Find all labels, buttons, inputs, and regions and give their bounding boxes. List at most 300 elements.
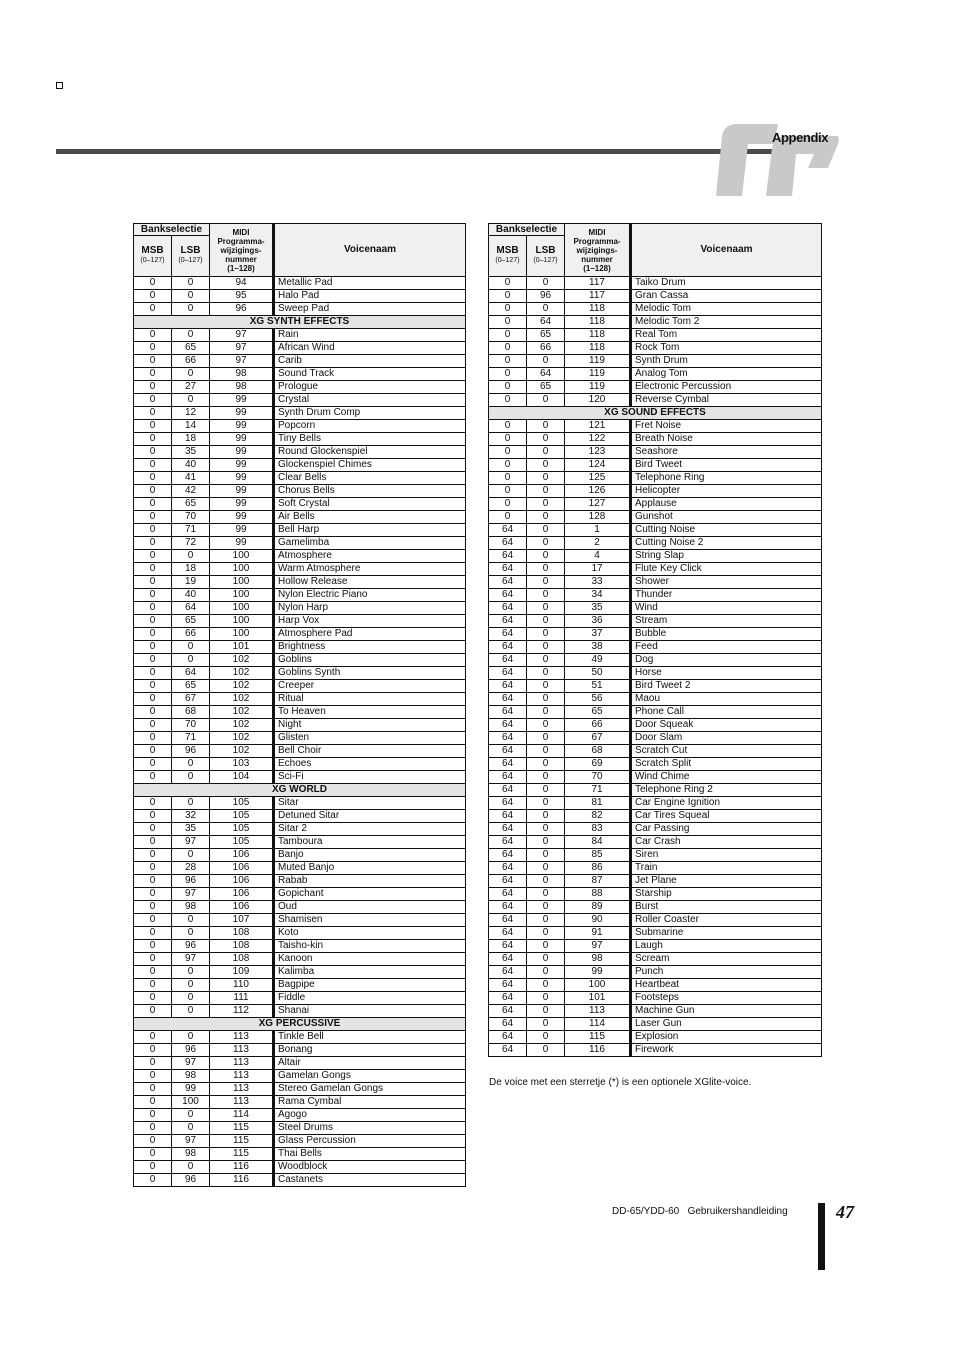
program-cell: 99	[210, 459, 274, 472]
voice-name-cell: Bell Harp	[274, 524, 466, 537]
lsb-cell: 27	[172, 381, 210, 394]
voice-table-left-body	[134, 277, 466, 1187]
table-row	[134, 1161, 466, 1174]
program-cell: 120	[565, 394, 631, 407]
table-row	[134, 1083, 466, 1096]
msb-cell: 0	[134, 758, 172, 771]
program-cell: 104	[210, 771, 274, 784]
msb-cell: 64	[489, 784, 527, 797]
table-row	[489, 654, 822, 667]
lsb-cell: 100	[172, 1096, 210, 1109]
msb-cell: 64	[489, 758, 527, 771]
voice-name-cell: Detuned Sitar	[274, 810, 466, 823]
table-row	[134, 524, 466, 537]
msb-cell: 0	[134, 589, 172, 602]
table-row	[134, 394, 466, 407]
table-row	[134, 1070, 466, 1083]
voice-name-cell: Horse	[631, 667, 822, 680]
msb-cell: 0	[489, 459, 527, 472]
program-cell: 89	[565, 901, 631, 914]
voice-name-cell: Feed	[631, 641, 822, 654]
table-row	[134, 446, 466, 459]
lsb-cell: 0	[527, 472, 565, 485]
program-cell: 105	[210, 797, 274, 810]
lsb-cell: 0	[527, 849, 565, 862]
voice-name-cell: Fret Noise	[631, 420, 822, 433]
table-row	[489, 901, 822, 914]
voice-name-cell: Tinkle Bell	[274, 1031, 466, 1044]
voice-name-cell: Bird Tweet	[631, 459, 822, 472]
table-row	[489, 563, 822, 576]
msb-cell: 64	[489, 771, 527, 784]
table-row	[134, 732, 466, 745]
voice-name-cell: Prologue	[274, 381, 466, 394]
msb-cell: 0	[489, 498, 527, 511]
table-row	[489, 719, 822, 732]
program-cell: 38	[565, 641, 631, 654]
voice-name-cell: Helicopter	[631, 485, 822, 498]
program-cell: 128	[565, 511, 631, 524]
lsb-cell: 0	[527, 862, 565, 875]
bank-select-header: Bankselectie	[489, 224, 565, 236]
voice-name-cell: Air Bells	[274, 511, 466, 524]
table-row	[489, 693, 822, 706]
lsb-cell: 96	[527, 290, 565, 303]
msb-cell: 0	[489, 303, 527, 316]
voice-name-cell: Telephone Ring	[631, 472, 822, 485]
lsb-cell: 0	[527, 537, 565, 550]
msb-cell: 0	[134, 797, 172, 810]
lsb-cell: 0	[527, 732, 565, 745]
voice-name-cell: Scream	[631, 953, 822, 966]
lsb-cell: 0	[527, 927, 565, 940]
table-row	[134, 1031, 466, 1044]
voice-name-cell: Jet Plane	[631, 875, 822, 888]
table-row	[489, 1018, 822, 1031]
program-cell: 102	[210, 719, 274, 732]
program-cell: 108	[210, 927, 274, 940]
lsb-cell: 0	[527, 641, 565, 654]
msb-cell: 0	[489, 446, 527, 459]
voice-name-cell: Goblins	[274, 654, 466, 667]
msb-cell: 64	[489, 875, 527, 888]
lsb-cell: 96	[172, 745, 210, 758]
program-cell: 66	[565, 719, 631, 732]
table-row	[134, 797, 466, 810]
msb-cell: 0	[489, 472, 527, 485]
table-row	[134, 485, 466, 498]
table-row	[489, 888, 822, 901]
program-cell: 95	[210, 290, 274, 303]
program-cell: 49	[565, 654, 631, 667]
table-row	[134, 1148, 466, 1161]
table-row	[134, 420, 466, 433]
msb-cell: 0	[134, 1109, 172, 1122]
msb-cell: 0	[134, 914, 172, 927]
table-row	[134, 511, 466, 524]
section-header-row	[489, 407, 822, 420]
table-row	[134, 745, 466, 758]
voice-name-cell: Rock Tom	[631, 342, 822, 355]
voice-name-cell: Door Squeak	[631, 719, 822, 732]
table-row	[134, 550, 466, 563]
table-row	[134, 277, 466, 290]
lsb-cell: 0	[527, 810, 565, 823]
program-cell: 82	[565, 810, 631, 823]
lsb-cell: 0	[172, 303, 210, 316]
voice-name-cell: Bird Tweet 2	[631, 680, 822, 693]
table-row	[134, 537, 466, 550]
lsb-cell: 0	[172, 979, 210, 992]
table-row	[489, 771, 822, 784]
lsb-cell: 71	[172, 524, 210, 537]
program-cell: 71	[565, 784, 631, 797]
program-cell: 118	[565, 329, 631, 342]
table-row	[134, 290, 466, 303]
voice-name-cell: Sitar 2	[274, 823, 466, 836]
program-cell: 115	[210, 1122, 274, 1135]
bank-select-header: Bankselectie	[134, 224, 210, 236]
voice-name-cell: Crystal	[274, 394, 466, 407]
table-row	[134, 563, 466, 576]
msb-cell: 0	[134, 979, 172, 992]
lsb-cell: 0	[172, 329, 210, 342]
program-cell: 114	[565, 1018, 631, 1031]
voice-name-cell: Shanai	[274, 1005, 466, 1018]
voice-name-cell: Submarine	[631, 927, 822, 940]
msb-cell: 64	[489, 862, 527, 875]
voice-table-right	[488, 223, 822, 1057]
table-row	[134, 862, 466, 875]
lsb-cell: 0	[172, 1109, 210, 1122]
voice-name-cell: Oud	[274, 901, 466, 914]
voice-name-cell: Laser Gun	[631, 1018, 822, 1031]
lsb-cell: 40	[172, 459, 210, 472]
table-row	[134, 849, 466, 862]
table-row	[134, 680, 466, 693]
section-title: XG PERCUSSIVE	[134, 1018, 466, 1031]
table-row	[489, 329, 822, 342]
lsb-cell: 0	[172, 1161, 210, 1174]
voice-name-cell: Rabab	[274, 875, 466, 888]
table-row	[134, 836, 466, 849]
msb-cell: 0	[134, 446, 172, 459]
program-cell: 102	[210, 693, 274, 706]
lsb-cell: 0	[527, 433, 565, 446]
table-row	[134, 1174, 466, 1187]
voice-name-cell: Car Tires Squeal	[631, 810, 822, 823]
lsb-cell: 0	[527, 771, 565, 784]
lsb-cell: 64	[527, 368, 565, 381]
table-row	[489, 862, 822, 875]
program-cell: 126	[565, 485, 631, 498]
msb-cell: 0	[134, 511, 172, 524]
table-row	[489, 537, 822, 550]
table-row	[134, 940, 466, 953]
voice-name-cell: Heartbeat	[631, 979, 822, 992]
msb-cell: 0	[134, 810, 172, 823]
program-cell: 123	[565, 446, 631, 459]
msb-cell: 64	[489, 797, 527, 810]
table-row	[489, 381, 822, 394]
lsb-cell: 96	[172, 1044, 210, 1057]
msb-cell: 64	[489, 953, 527, 966]
msb-cell: 0	[134, 485, 172, 498]
msb-cell: 0	[134, 888, 172, 901]
lsb-cell: 0	[527, 784, 565, 797]
voice-name-cell: Seashore	[631, 446, 822, 459]
msb-cell: 0	[134, 433, 172, 446]
program-cell: 113	[210, 1031, 274, 1044]
section-header-row	[134, 784, 466, 797]
voice-name-cell: Goblins Synth	[274, 667, 466, 680]
lsb-cell: 67	[172, 693, 210, 706]
table-row	[134, 1005, 466, 1018]
lsb-cell: 0	[527, 693, 565, 706]
msb-cell: 64	[489, 836, 527, 849]
table-row	[134, 615, 466, 628]
table-row	[489, 680, 822, 693]
table-row	[489, 602, 822, 615]
lsb-cell: 71	[172, 732, 210, 745]
lsb-cell: 0	[527, 1031, 565, 1044]
msb-cell: 0	[134, 940, 172, 953]
program-cell: 102	[210, 680, 274, 693]
program-cell: 115	[210, 1135, 274, 1148]
program-cell: 102	[210, 732, 274, 745]
table-row	[489, 966, 822, 979]
page-number: 47	[836, 1202, 854, 1222]
program-cell: 34	[565, 589, 631, 602]
voice-name-cell: Thunder	[631, 589, 822, 602]
program-cell: 99	[210, 394, 274, 407]
program-cell: 119	[565, 355, 631, 368]
voice-name-cell: Scratch Split	[631, 758, 822, 771]
msb-cell: 0	[134, 836, 172, 849]
table-row	[134, 576, 466, 589]
voice-name-cell: Chorus Bells	[274, 485, 466, 498]
lsb-cell: 0	[172, 641, 210, 654]
program-cell: 84	[565, 836, 631, 849]
lsb-cell: 0	[527, 1018, 565, 1031]
table-row	[489, 1031, 822, 1044]
program-cell: 127	[565, 498, 631, 511]
lsb-cell: 0	[172, 849, 210, 862]
table-row	[489, 498, 822, 511]
msb-cell: 0	[134, 927, 172, 940]
msb-cell: 0	[489, 277, 527, 290]
msb-cell: 0	[489, 485, 527, 498]
msb-cell: 0	[134, 381, 172, 394]
msb-cell: 64	[489, 810, 527, 823]
table-row	[489, 420, 822, 433]
msb-cell: 0	[134, 1161, 172, 1174]
lsb-cell: 98	[172, 901, 210, 914]
lsb-header: LSB (0–127)	[172, 236, 210, 277]
table-row	[489, 368, 822, 381]
lsb-cell: 0	[527, 758, 565, 771]
table-row	[134, 628, 466, 641]
lsb-cell: 0	[172, 1122, 210, 1135]
table-row	[134, 953, 466, 966]
voice-name-cell: Atmosphere Pad	[274, 628, 466, 641]
lsb-cell: 0	[172, 277, 210, 290]
lsb-cell: 0	[172, 1005, 210, 1018]
lsb-cell: 0	[527, 615, 565, 628]
voice-name-cell: Muted Banjo	[274, 862, 466, 875]
voice-name-cell: Firework	[631, 1044, 822, 1057]
lsb-cell: 28	[172, 862, 210, 875]
table-row	[489, 940, 822, 953]
table-row	[134, 1044, 466, 1057]
msb-cell: 0	[134, 472, 172, 485]
table-row	[489, 745, 822, 758]
msb-cell: 0	[134, 1057, 172, 1070]
table-row	[489, 446, 822, 459]
table-row	[134, 823, 466, 836]
program-cell: 111	[210, 992, 274, 1005]
program-cell: 114	[210, 1109, 274, 1122]
msb-cell: 0	[134, 966, 172, 979]
lsb-cell: 0	[527, 277, 565, 290]
voice-name-cell: Steel Drums	[274, 1122, 466, 1135]
lsb-cell: 0	[172, 992, 210, 1005]
msb-cell: 0	[134, 719, 172, 732]
msb-cell: 64	[489, 576, 527, 589]
lsb-cell: 70	[172, 719, 210, 732]
table-row	[489, 641, 822, 654]
table-row	[489, 823, 822, 836]
lsb-cell: 0	[527, 511, 565, 524]
lsb-cell: 0	[527, 836, 565, 849]
lsb-cell: 32	[172, 810, 210, 823]
program-cell: 121	[565, 420, 631, 433]
program-cell: 70	[565, 771, 631, 784]
program-cell: 117	[565, 277, 631, 290]
lsb-cell: 0	[527, 979, 565, 992]
voice-name-cell: Glockenspiel Chimes	[274, 459, 466, 472]
voice-name-cell: Altair	[274, 1057, 466, 1070]
voice-name-cell: Laugh	[631, 940, 822, 953]
msb-cell: 0	[134, 1005, 172, 1018]
lsb-cell: 0	[527, 498, 565, 511]
table-row	[489, 914, 822, 927]
voice-name-cell: Burst	[631, 901, 822, 914]
voice-name-cell: Door Slam	[631, 732, 822, 745]
program-cell: 101	[210, 641, 274, 654]
lsb-cell: 18	[172, 563, 210, 576]
msb-cell: 64	[489, 719, 527, 732]
table-row	[134, 602, 466, 615]
msb-cell: 0	[134, 342, 172, 355]
msb-cell: 0	[134, 1148, 172, 1161]
lsb-cell: 41	[172, 472, 210, 485]
table-row	[489, 342, 822, 355]
program-cell: 91	[565, 927, 631, 940]
msb-cell: 64	[489, 901, 527, 914]
footer-bar	[818, 1203, 825, 1270]
program-cell: 88	[565, 888, 631, 901]
msb-cell: 64	[489, 641, 527, 654]
voice-name-cell: Scratch Cut	[631, 745, 822, 758]
voice-name-cell: Shower	[631, 576, 822, 589]
program-cell: 36	[565, 615, 631, 628]
voice-name-cell: Synth Drum Comp	[274, 407, 466, 420]
lsb-cell: 0	[172, 927, 210, 940]
table-row	[489, 1044, 822, 1057]
msb-cell: 64	[489, 966, 527, 979]
lsb-cell: 0	[172, 290, 210, 303]
lsb-cell: 0	[527, 706, 565, 719]
voice-name-cell: Flute Key Click	[631, 563, 822, 576]
voice-name-cell: Halo Pad	[274, 290, 466, 303]
table-row	[489, 797, 822, 810]
program-cell: 100	[210, 615, 274, 628]
msb-cell: 0	[134, 1122, 172, 1135]
msb-cell: 0	[134, 706, 172, 719]
table-row	[489, 758, 822, 771]
lsb-cell: 64	[172, 602, 210, 615]
table-row	[489, 953, 822, 966]
msb-cell: 0	[134, 875, 172, 888]
msb-cell: 64	[489, 589, 527, 602]
voice-name-cell: Tamboura	[274, 836, 466, 849]
msb-cell: 0	[134, 1044, 172, 1057]
program-cell: 108	[210, 953, 274, 966]
table-row	[489, 355, 822, 368]
section-title: Appendix	[772, 130, 829, 145]
table-row	[134, 706, 466, 719]
lsb-cell: 66	[172, 355, 210, 368]
program-cell: 83	[565, 823, 631, 836]
table-row	[489, 836, 822, 849]
lsb-cell: 0	[527, 628, 565, 641]
lsb-cell: 99	[172, 1083, 210, 1096]
msb-header: MSB (0–127)	[134, 236, 172, 277]
lsb-cell: 0	[527, 459, 565, 472]
program-cell: 96	[210, 303, 274, 316]
voice-name-cell: Applause	[631, 498, 822, 511]
lsb-cell: 0	[527, 446, 565, 459]
lsb-cell: 0	[527, 394, 565, 407]
msb-cell: 0	[134, 628, 172, 641]
program-cell: 100	[210, 550, 274, 563]
program-cell: 35	[565, 602, 631, 615]
msb-cell: 0	[134, 680, 172, 693]
msb-cell: 0	[134, 576, 172, 589]
voice-name-header: Voicenaam	[631, 224, 822, 277]
lsb-cell: 65	[172, 498, 210, 511]
msb-cell: 0	[134, 641, 172, 654]
program-cell: 122	[565, 433, 631, 446]
voice-name-cell: String Slap	[631, 550, 822, 563]
table-row	[134, 641, 466, 654]
table-row	[134, 407, 466, 420]
msb-cell: 0	[134, 992, 172, 1005]
voice-name-cell: Gunshot	[631, 511, 822, 524]
voice-name-cell: Siren	[631, 849, 822, 862]
voice-name-cell: Reverse Cymbal	[631, 394, 822, 407]
table-row	[489, 667, 822, 680]
msb-cell: 64	[489, 537, 527, 550]
lsb-cell: 65	[527, 381, 565, 394]
msb-cell: 64	[489, 732, 527, 745]
voice-name-cell: Glisten	[274, 732, 466, 745]
voice-name-cell: Tiny Bells	[274, 433, 466, 446]
table-row	[489, 394, 822, 407]
lsb-cell: 0	[527, 420, 565, 433]
voice-name-cell: Ritual	[274, 693, 466, 706]
